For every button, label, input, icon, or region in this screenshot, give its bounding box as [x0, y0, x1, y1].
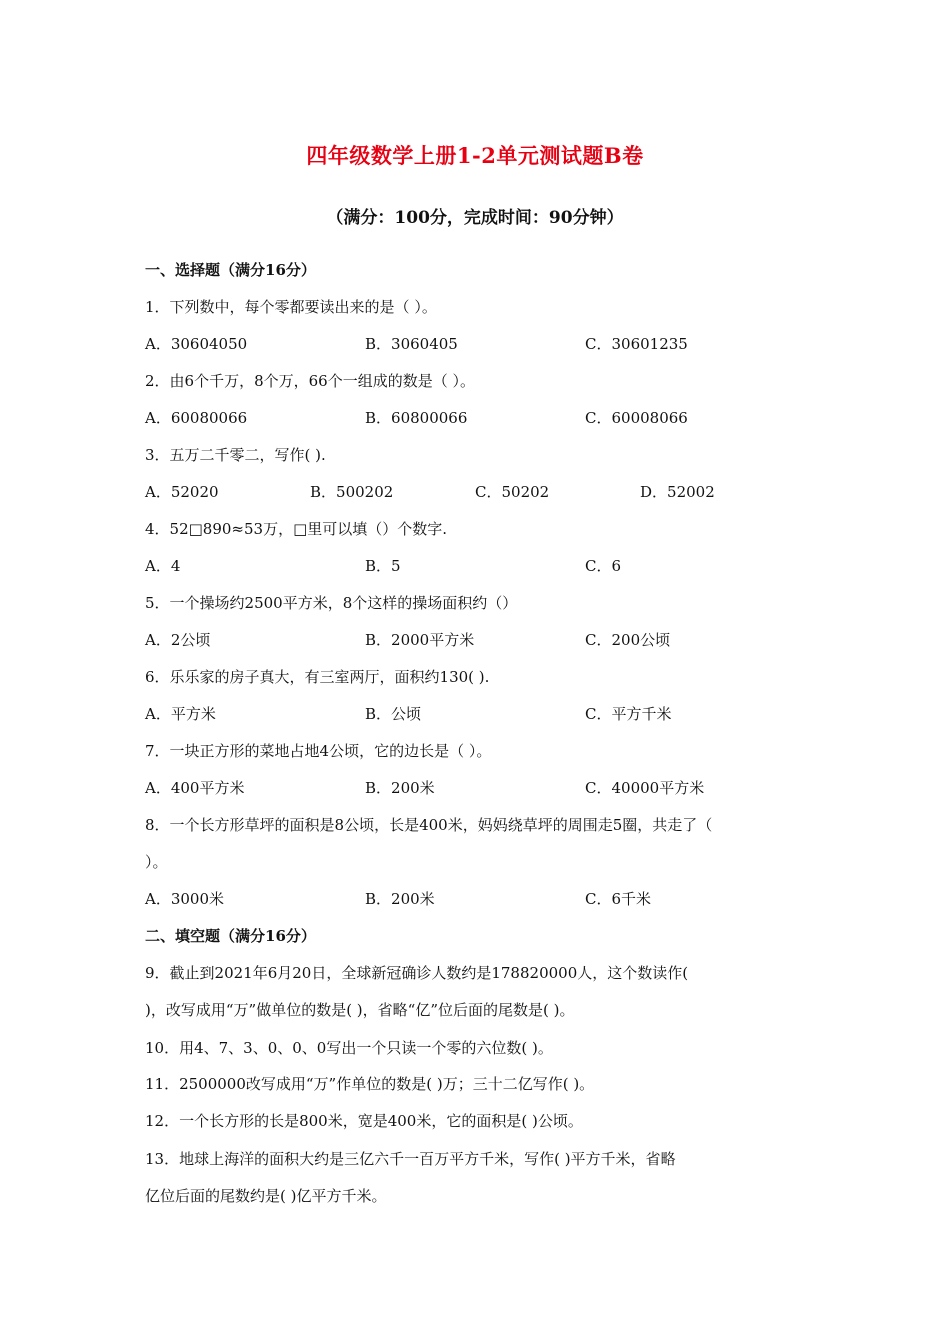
option-d: D．52002: [640, 483, 715, 501]
question-2-options: [145, 407, 805, 429]
question-8-options: [145, 888, 805, 910]
option-a: A．30604050: [145, 335, 248, 353]
question-12: 12．一个长方形的长是800米，宽是400米，它的面积是( )公顷。: [145, 1112, 583, 1130]
option-b: B．3060405: [365, 335, 458, 353]
option-c: C．40000平方米: [585, 779, 705, 797]
option-b: B．200米: [365, 779, 435, 797]
section-heading-choice: 一、选择题（满分16分）: [145, 261, 316, 279]
option-b: B．2000平方米: [365, 631, 475, 649]
section-heading-fill: 二、填空题（满分16分）: [145, 927, 316, 945]
question-5-options: [145, 629, 805, 651]
option-b: B．公顷: [365, 705, 422, 723]
option-b: B．60800066: [365, 409, 468, 427]
option-c: C．平方千米: [585, 705, 672, 723]
question-6: 6．乐乐家的房子真大，有三室两厅，面积约130( ).: [145, 668, 490, 686]
option-a: A．2公顷: [145, 631, 211, 649]
option-b: B．5: [365, 557, 401, 575]
question-11: 11．2500000改写成用“万”作单位的数是( )万；三十二亿写作( )。: [145, 1075, 595, 1093]
option-a: A．4: [145, 557, 181, 575]
question-6-options: [145, 703, 805, 725]
question-7-options: [145, 777, 805, 799]
question-5: 5．一个操场约2500平方米，8个这样的操场面积约（）: [145, 594, 518, 612]
question-3: 3．五万二千零二，写作( ).: [145, 446, 326, 464]
question-4-options: [145, 555, 805, 577]
option-c: C．200公顷: [585, 631, 671, 649]
option-b: B．500202: [310, 483, 394, 501]
question-13: 13．地球上海洋的面积大约是三亿六千一百万平方千米，写作( )平方千米，省略: [145, 1150, 676, 1168]
question-2: 2．由6个千万，8个万，66个一组成的数是（ ）。: [145, 372, 475, 390]
option-c: C．6: [585, 557, 622, 575]
option-c: C．50202: [475, 483, 550, 501]
question-8: 8．一个长方形草坪的面积是8公顷，长是400米，妈妈绕草坪的周围走5圈，共走了（: [145, 816, 713, 834]
question-8-continued: ）。: [145, 853, 168, 871]
option-a: A．平方米: [145, 705, 216, 723]
question-9: 9．截止到2021年6月20日，全球新冠确诊人数约是178820000人，这个数读作(: [145, 964, 689, 982]
question-3-options: [145, 481, 805, 503]
question-1: 1．下列数中，每个零都要读出来的是（ ）。: [145, 298, 437, 316]
page-subtitle: （满分：100分，完成时间：90分钟）: [326, 208, 624, 228]
question-4: 4．52□890≈53万，□里可以填（）个数字.: [145, 520, 448, 538]
option-a: A．60080066: [145, 409, 248, 427]
question-13-continued: 亿位后面的尾数约是( )亿平方千米。: [145, 1187, 387, 1205]
option-a: A．52020: [145, 483, 219, 501]
option-b: B．200米: [365, 890, 435, 908]
option-c: C．60008066: [585, 409, 688, 427]
option-a: A．3000米: [145, 890, 225, 908]
option-a: A．400平方米: [145, 779, 245, 797]
question-9-continued: )，改写成用“万”做单位的数是( )，省略“亿”位后面的尾数是( )。: [145, 1001, 575, 1019]
page-title: 四年级数学上册1-2单元测试题B卷: [306, 143, 644, 168]
question-10: 10．用4、7、3、0、0、0写出一个只读一个零的六位数( )。: [145, 1039, 553, 1057]
option-c: C．6千米: [585, 890, 652, 908]
question-7: 7．一块正方形的菜地占地4公顷，它的边长是（ ）。: [145, 742, 492, 760]
question-1-options: [145, 333, 805, 355]
option-c: C．30601235: [585, 335, 688, 353]
